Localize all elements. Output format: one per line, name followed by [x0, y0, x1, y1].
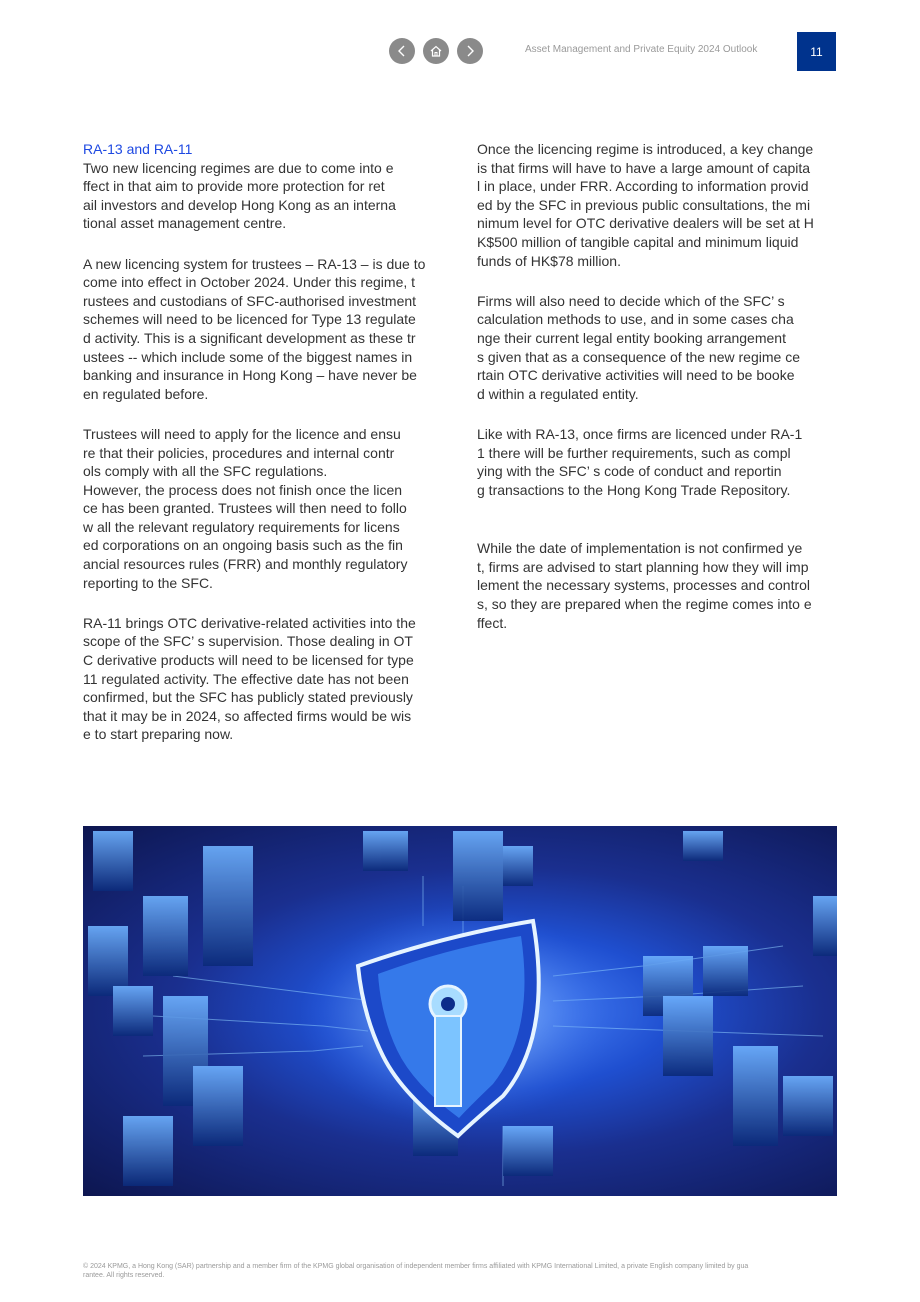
paragraph: Firms will also need to decide which of the SFC’ s calculation methods to use, and in some cases cha nge their current legal entity booking arrangement s given that as a consequence of the new regime ce rtain OTC derivative activities will need to be booke d within a regulated entity. [477, 292, 800, 402]
previous-page-button[interactable] [389, 38, 415, 64]
document-title: Asset Management and Private Equity 2024 Outlook [525, 44, 758, 55]
paragraph: RA-11 brings OTC derivative-related activities into the scope of the SFC’ s supervision. Those dealing in OT C derivative products will need to be licensed for type 11 regulated activity. The effective date has not been confirmed, but the SFC has publicly stated previously that it may be in 2024, so affected firms would be wis e to start preparing now. [83, 614, 416, 743]
cyber-security-illustration [83, 826, 837, 1196]
cyber-shield-keyhole-icon [83, 826, 837, 1196]
paragraph: A new licencing system for trustees – RA-13 – is due to come into effect in October 2024. Under this regime, t rustees and custodians of SFC-authorised investment schemes will need to be licenced for Type 13 regulate d activity. This is a significant development as these tr ustees -- which include some of the biggest names in banking and insurance in Hong Kong – have never be en regulated before. [83, 255, 426, 402]
paragraph: Two new licencing regimes are due to come into e ffect in that aim to provide more protection for ret ail investors and develop Hong Kong as an interna tional asset management centre. [83, 159, 396, 232]
next-page-button[interactable] [457, 38, 483, 64]
page-number-badge: 11 [797, 32, 836, 71]
paragraph: While the date of implementation is not confirmed ye t, firms are advised to start planning how they will imp lement the necessary systems, processes and control s, so they are prepared when the regime comes into e ffect. [477, 540, 812, 631]
page-navigation [389, 38, 483, 64]
chevron-right-icon [463, 44, 477, 58]
right-column [477, 140, 843, 632]
left-column [83, 140, 449, 744]
paragraph: Once the licencing regime is introduced, a key change is that firms will have to have a large amount of capita l in place, under FRR. According to information provid ed by the SFC in previous public consultations, the mi nimum level for OTC derivative dealers will be set at H K$500 million of tangible capital and minimum liquid funds of HK$78 million. [477, 141, 814, 269]
paragraph: Like with RA-13, once firms are licenced under RA-1 1 there will be further requirements, such as compl ying with the SFC’ s code of conduct and reportin g transactions to the Hong Kong Trade Repository. [477, 425, 803, 498]
section-heading: RA-13 and RA-11 [83, 141, 193, 157]
home-button[interactable] [423, 38, 449, 64]
chevron-left-icon [395, 44, 409, 58]
paragraph: Trustees will need to apply for the licence and ensu re that their policies, procedures and internal contr ols comply with all the SFC regulations. However, the process does not finish once the licen ce has been granted. Trustees will then need to follo w all the relevant regulatory requirements for licens ed corporations on an ongoing basis such as the fin ancial resources rules (FRR) and monthly regulatory reporting to the SFC. [83, 425, 408, 591]
copyright-footer: © 2024 KPMG, a Hong Kong (SAR) partnership and a member firm of the KPMG global organisation of independent member firms affiliated with KPMG International Limited, a private English company limited by gua rantee. All rights reserved. [83, 1263, 749, 1279]
home-icon [429, 44, 443, 58]
